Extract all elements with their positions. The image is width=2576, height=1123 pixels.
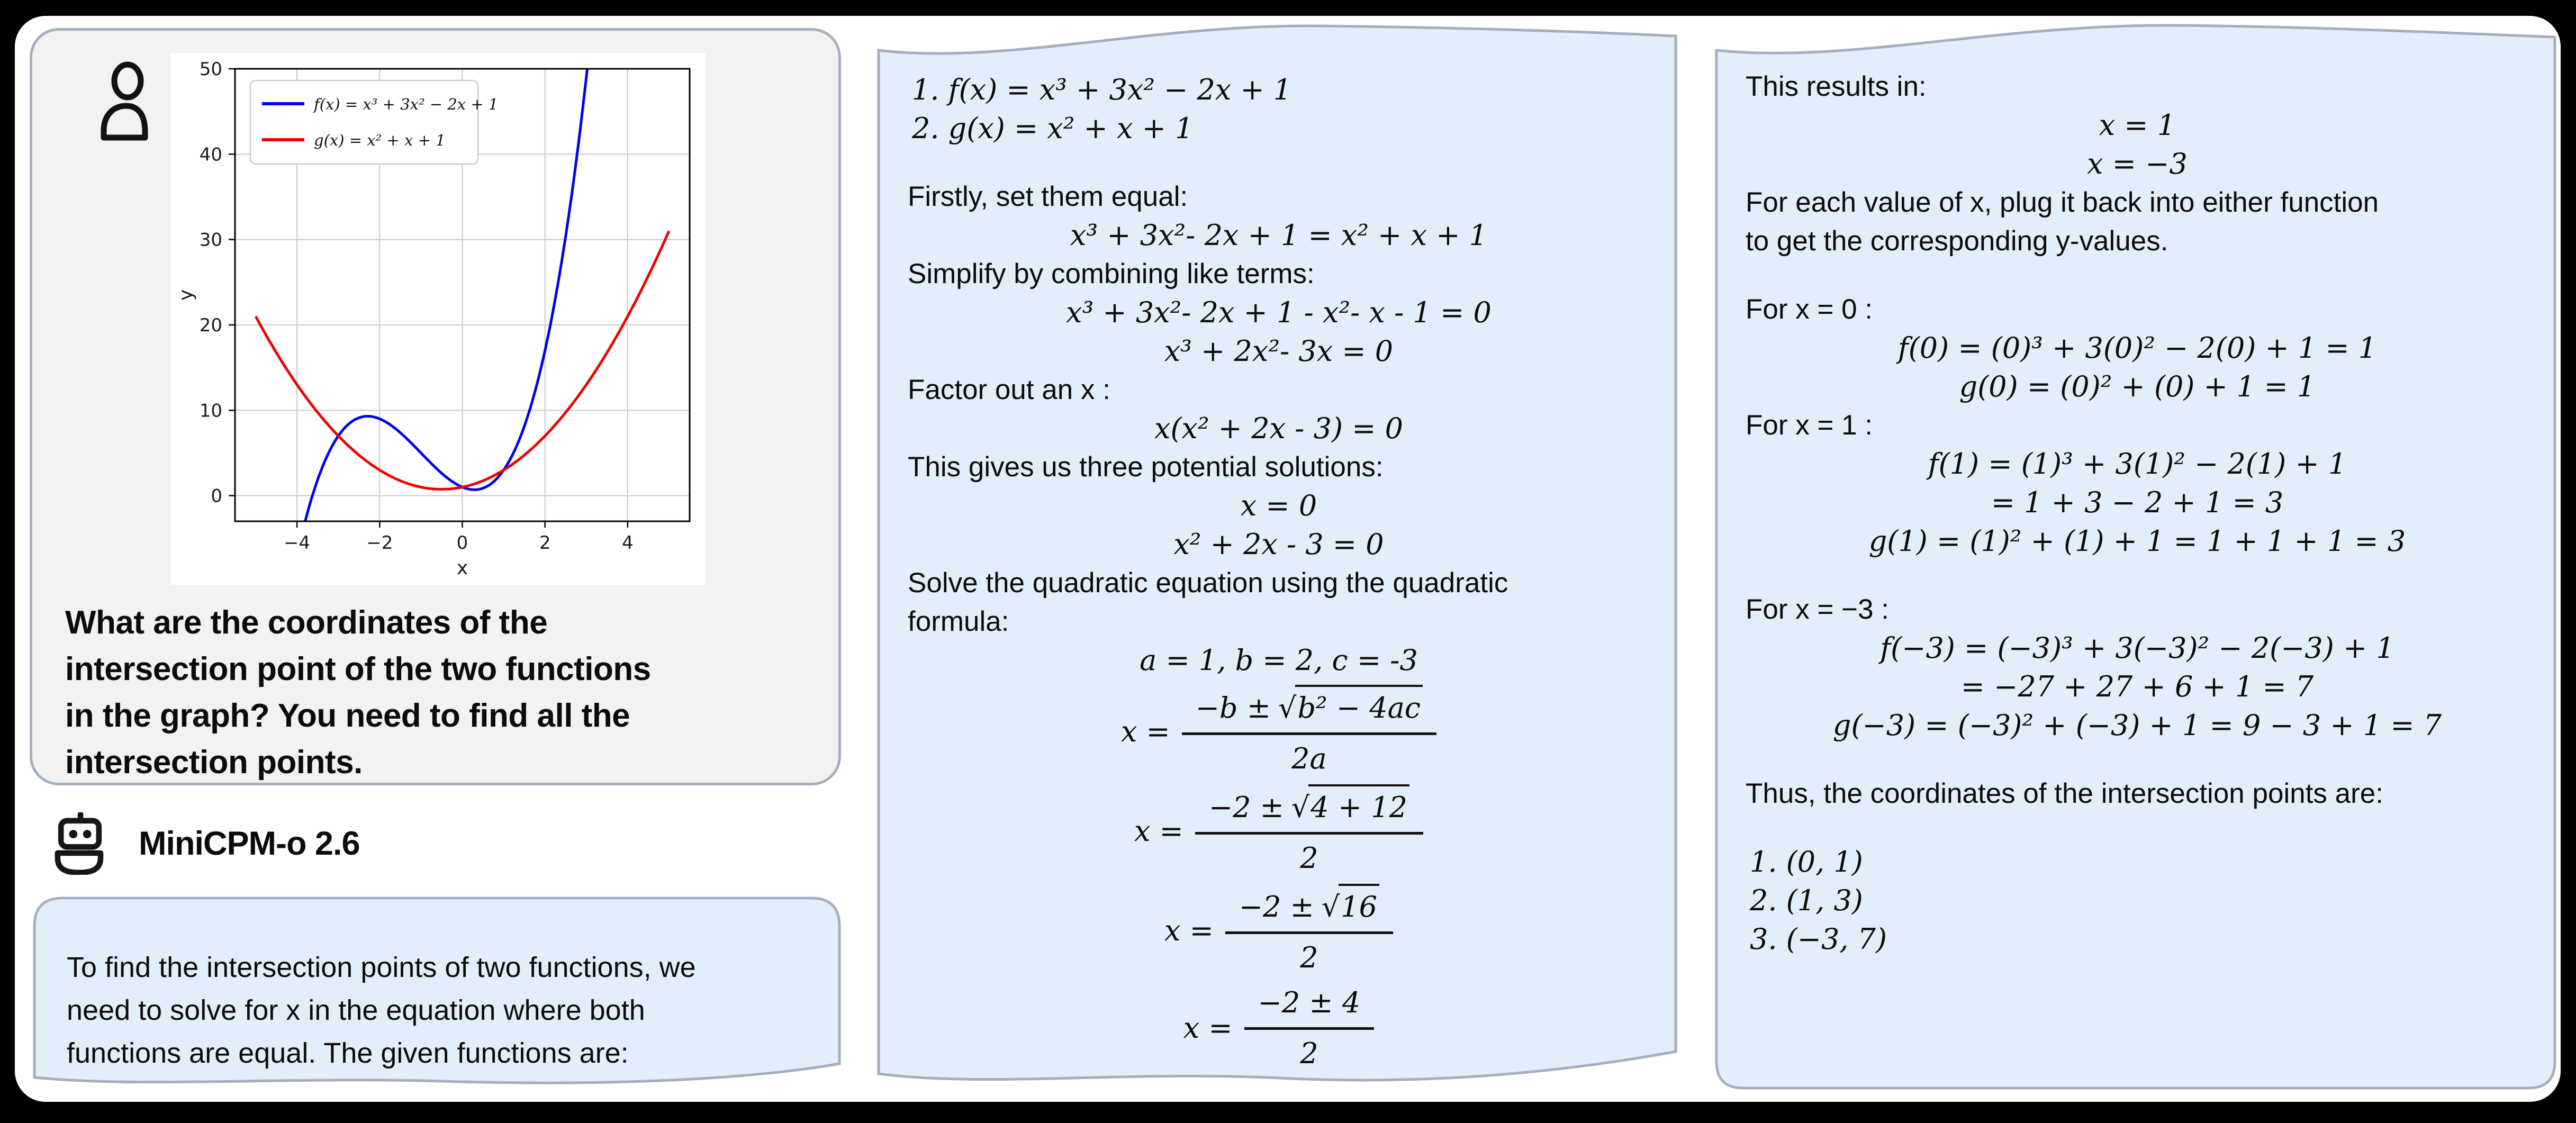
- math-line: x² + 2x - 3 = 0: [1173, 528, 1384, 561]
- x-tick-label: 2: [539, 532, 551, 554]
- math-line: x³ + 2x²- 3x = 0: [1164, 334, 1394, 368]
- math-line: x³ + 3x²- 2x + 1 - x²- x - 1 = 0: [1066, 296, 1492, 329]
- question-text-line: in the graph? You need to find all the: [65, 698, 630, 734]
- spacer: [1746, 813, 2529, 843]
- text-line: Firstly, set them equal:: [908, 181, 1188, 212]
- fraction-lhs: x =: [1164, 913, 1214, 947]
- figure-canvas: [15, 16, 2561, 1102]
- plot-legend: [250, 80, 498, 164]
- x-tick-label: −2: [366, 532, 393, 554]
- solution-panel-middle: [877, 20, 1677, 1089]
- text-line: Solve the quadratic equation using the quadratic: [908, 567, 1508, 599]
- spacer: [908, 148, 1650, 177]
- math-line: g(−3) = (−3)² + (−3) + 1 = 9 − 3 + 1 = 7: [1832, 709, 2442, 742]
- robot-icon: [52, 812, 108, 875]
- response-line: To find the intersection points of two functions, we: [67, 952, 696, 983]
- solution-results: [1715, 20, 2556, 1092]
- math-line: = −27 + 27 + 6 + 1 = 7: [1960, 670, 2314, 703]
- math-line: x³ + 3x²- 2x + 1 = x² + x + 1: [1070, 219, 1487, 252]
- y-tick-label: 10: [199, 400, 222, 422]
- math-line: 2. g(x) = x² + x + 1: [912, 112, 1194, 145]
- solution-panel-right: [1715, 20, 2556, 1092]
- solution-steps: [877, 20, 1677, 1089]
- text-line: This results in:: [1746, 71, 1927, 102]
- math-line: f(0) = (0)³ + 3(0)² − 2(0) + 1 = 1: [1897, 331, 2377, 365]
- text-line: For x = 0 :: [1746, 294, 1873, 325]
- equation-fraction: x = −2 ± √ 16 2: [908, 884, 1650, 977]
- math-line: g(0) = (0)² + (0) + 1 = 1: [1959, 370, 2316, 403]
- x-tick-label: 4: [622, 532, 634, 554]
- text-line: For x = 1 :: [1746, 410, 1873, 441]
- text-line: Factor out an x :: [908, 374, 1110, 405]
- x-tick-label: 0: [456, 532, 468, 554]
- sqrt-radicand: b² − 4ac: [1295, 685, 1423, 727]
- bot-response-text: [33, 895, 841, 1090]
- user-question: [65, 600, 801, 786]
- math-line: 3. (−3, 7): [1750, 922, 1887, 956]
- bot-name: MiniCPM-o 2.6: [139, 825, 360, 862]
- math-line: 1. f(x) = x³ + 3x² − 2x + 1: [912, 73, 1292, 106]
- math-line: f(1) = (1)³ + 3(1)² − 2(1) + 1: [1928, 447, 2347, 481]
- legend-label: f(x) = x³ + 3x² − 2x + 1: [314, 95, 499, 113]
- question-text-line: intersection points.: [65, 744, 363, 781]
- text-line: Simplify by combining like terms:: [908, 258, 1315, 289]
- math-line: a = 1, b = 2, c = -3: [1140, 644, 1418, 677]
- y-axis-label: y: [175, 289, 197, 301]
- math-line: x(x² + 2x - 3) = 0: [1154, 412, 1403, 445]
- bot-response-bubble: [33, 895, 841, 1090]
- y-tick-label: 30: [199, 229, 222, 251]
- spacer: [1746, 560, 2529, 590]
- function-plot: [171, 53, 706, 585]
- equation-fraction: x = $\frac{-2 \pm 4}{2}$: [908, 983, 1650, 1073]
- y-tick-label: 50: [199, 59, 222, 80]
- math-line: x = −3: [2087, 147, 2188, 180]
- x-tick-label: −4: [284, 532, 311, 554]
- question-text-line: What are the coordinates of the: [65, 604, 548, 641]
- bot-identity-row: [52, 812, 360, 875]
- spacer: [1746, 745, 2529, 774]
- y-tick-label: 0: [211, 485, 222, 507]
- math-line: f(−3) = (−3)³ + 3(−3)² − 2(−3) + 1: [1880, 631, 2394, 665]
- text-line: formula:: [908, 606, 1009, 637]
- legend-label: g(x) = x² + x + 1: [314, 131, 446, 149]
- response-line: functions are equal. The given functions are:: [67, 1037, 629, 1069]
- math-line: g(1) = (1)² + (1) + 1 = 1 + 1 + 1 = 3: [1868, 524, 2406, 558]
- equation-fraction: x = −b ± √ b² − 4ac 2a: [908, 685, 1650, 778]
- math-line: 2. (1, 3): [1750, 884, 1863, 917]
- x-axis-label: x: [456, 557, 468, 579]
- user-message-bubble: [30, 28, 841, 785]
- fraction-lhs: x =: [1183, 1011, 1233, 1045]
- y-tick-label: 40: [199, 144, 222, 166]
- response-line: need to solve for x in the equation where both: [67, 994, 645, 1026]
- fraction-lhs: x =: [1134, 814, 1183, 848]
- equation-fraction: x = −2 ± √ 4 + 12 2: [908, 784, 1650, 877]
- text-line: For x = −3 :: [1746, 594, 1890, 625]
- math-line: x = 0: [1240, 489, 1317, 522]
- spacer: [1746, 260, 2529, 290]
- math-line: 1. (0, 1): [1750, 845, 1863, 879]
- y-tick-label: 20: [199, 314, 222, 336]
- text-line: For each value of x, plug it back into either function: [1746, 187, 2379, 218]
- text-line: to get the corresponding y-values.: [1746, 225, 2168, 257]
- question-text-line: intersection point of the two functions: [65, 651, 651, 687]
- math-line: x = 1: [2099, 108, 2176, 142]
- math-line: = 1 + 3 − 2 + 1 = 3: [1991, 486, 2284, 519]
- person-icon: [98, 61, 151, 142]
- sqrt-radicand: 4 + 12: [1308, 784, 1409, 827]
- sqrt-radicand: 16: [1339, 884, 1379, 926]
- text-line: This gives us three potential solutions:: [908, 451, 1384, 483]
- fraction-lhs: x =: [1120, 714, 1170, 748]
- text-line: Thus, the coordinates of the intersection points are:: [1746, 778, 2383, 809]
